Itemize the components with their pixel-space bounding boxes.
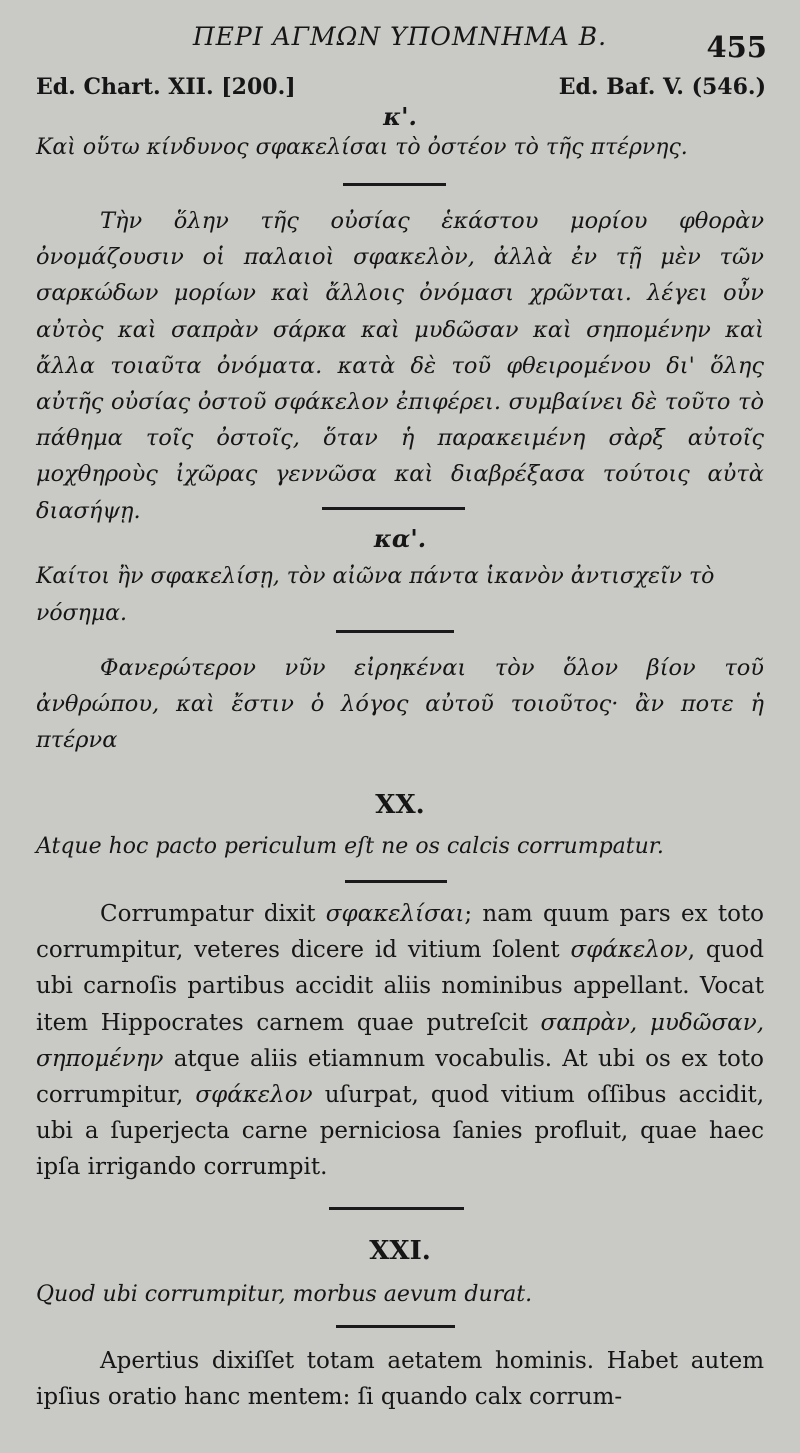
lemma-text: Καίτοι ἢν σφακελίσῃ, τὸν αἰῶνα πάντα ἱκανὸν ἀντισχεῖν τὸ νόσημα. <box>36 564 715 626</box>
section-number-roman: XX. <box>375 790 425 820</box>
section-number-greek: κα'. <box>373 524 427 553</box>
lemma-text: Quod ubi corrumpitur, morbus aevum durat. <box>36 1282 533 1307</box>
latin-text: atque aliis etiamnum vocabulis. At ubi os ex toto corrumpitur, <box>36 1045 764 1109</box>
page-number: 455 <box>706 30 767 64</box>
lemma-latin <box>0 828 800 865</box>
latin-text: , quod ubi carnoſis partibus accidit aliis nominibus appellant. Vocat item Hippocrates carnem quae putreſcit <box>36 937 765 1036</box>
commentary-text: Τὴν ὅλην τῆς οὐσίας ἑκάστου μορίου φθορὰν ὀνομάζουσιν οἱ παλαιοὶ σφακελὸν, ἀλλὰ ἐν τῇ μὲν τῶν σαρκώδων μορίων καὶ ἄλλοις ὀνόμασι χρῶνται. λέγει οὖν αὐτὸς καὶ σαπρὰν σάρκα καὶ μυδῶσαν καὶ σηπομένην καὶ ἄλλα τοιαῦτα ὀνόματα. κατὰ δὲ τοῦ φθειρομένου δι' ὅλης αὐτῆς οὐσίας ὀστοῦ σφάκελον ἐπιφέρει. συμβαίνει δὲ τοῦτο τὸ πάθημα τοῖς ὀστοῖς, ὅταν ἡ παρακειμένη σὰρξ αὐτοῖς μοχθηροὺς ἰχῶρας γεννῶσα καὶ διαβρέξασα τούτοις αὐτὰ διασήψῃ. <box>36 208 764 524</box>
greek-term: σφακελίσαι <box>325 901 465 927</box>
lemma-latin <box>0 1276 800 1313</box>
commentary-latin <box>0 1343 800 1415</box>
section-rule <box>336 1325 455 1328</box>
section-rule <box>336 630 454 633</box>
section-rule <box>322 507 465 510</box>
lemma-greek <box>0 129 800 166</box>
lemma-text: Καὶ οὕτω κίνδυνος σφακελίσαι τὸ ὀστέον τὸ τῆς πτέρνης. <box>36 135 688 160</box>
commentary-latin <box>0 896 800 1186</box>
section-number-roman: XXI. <box>369 1236 431 1266</box>
latin-text: ; nam quum pars ex toto corrumpitur, veteres dicere id vitium ſolent <box>36 901 765 964</box>
commentary-greek <box>0 650 800 759</box>
latin-text: uſurpat, quod vitium oſſibus accidit, ubi a ſuperjecta carne perniciosa ſanies profluit, quae haec ipſa irrigando corrumpit. <box>36 1082 765 1181</box>
commentary-greek <box>0 203 800 529</box>
lemma-text: Atque hoc pacto periculum eſt ne os calcis corrumpatur. <box>36 834 664 859</box>
running-title: ΠΕΡΙ ΑΓΜΩΝ ΥΠΟΜΝΗΜΑ Β. <box>192 22 608 51</box>
section-number-greek: κ'. <box>383 102 417 131</box>
section-rule <box>329 1207 464 1210</box>
greek-term: σαπρὰν, μυδῶσαν, σηπομένην <box>36 1009 764 1072</box>
greek-term: σφάκελον <box>195 1082 313 1109</box>
commentary-text: Φανερώτερον νῦν εἰρηκέναι τὸν ὅλον βίον τοῦ ἀνθρώπου, καὶ ἔστιν ὁ λόγος αὐτοῦ τοιοῦτος· ἂν ποτε ἡ πτέρνα <box>36 655 764 754</box>
commentary-text <box>36 896 764 1186</box>
lemma-greek <box>0 558 800 632</box>
section-rule <box>343 183 446 186</box>
section-rule <box>345 880 447 883</box>
latin-text: Corrumpatur dixit <box>100 901 316 927</box>
edition-reference-right: Ed. Baf. V. (546.) <box>558 74 766 100</box>
edition-reference-left: Ed. Chart. XII. [200.] <box>36 74 296 100</box>
greek-term: σφάκελον <box>570 937 688 964</box>
commentary-text: Apertius dixiſſet totam aetatem hominis. Habet autem ipſius oratio hanc mentem: ſi quando calx corrum- <box>36 1348 764 1411</box>
